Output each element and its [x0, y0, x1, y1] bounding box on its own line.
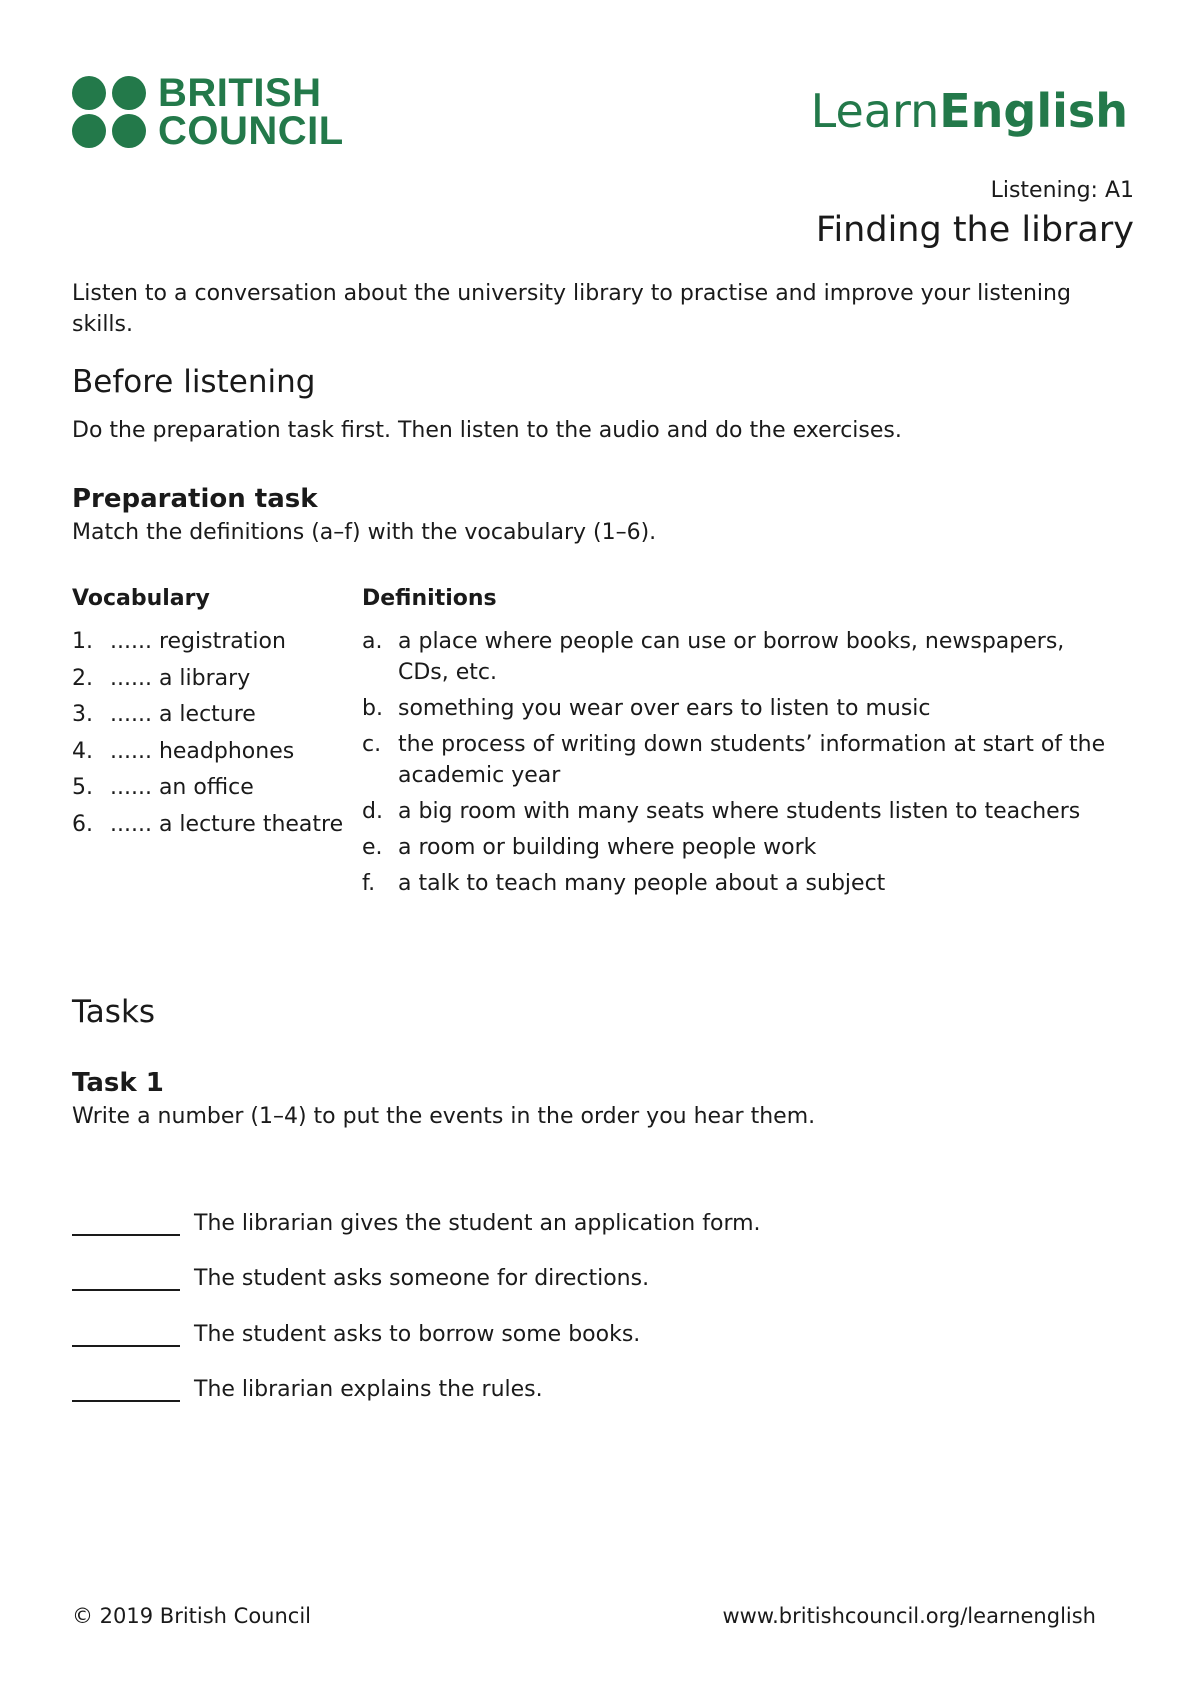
task-1-instruction: Write a number (1–4) to put the events in the order you hear them.	[72, 1104, 816, 1129]
task-1-events	[72, 1180, 972, 1402]
definitions-heading: Definitions	[362, 586, 497, 611]
event-row: The librarian gives the student an application form.	[72, 1180, 972, 1236]
vocab-item: 1. ...... registration	[72, 629, 286, 654]
learnenglish-logo	[811, 84, 1128, 138]
vocab-item: 4. ...... headphones	[72, 738, 295, 764]
vocabulary-list	[72, 626, 372, 845]
british-council-logo	[72, 71, 344, 153]
answer-blank[interactable]	[72, 1376, 180, 1402]
answer-blank[interactable]	[72, 1321, 180, 1347]
learnenglish-logo-bold: English	[939, 84, 1128, 138]
footer-copyright: © 2019 British Council	[72, 1604, 312, 1628]
definition-item: a. a place where people can use or borrow books, newspapers, CDs, etc.	[362, 629, 1065, 685]
definition-item: b. something you wear over ears to listen to music	[362, 696, 931, 721]
definition-item: c. the process of writing down students’ information at start of the academic year	[362, 732, 1106, 788]
page-title: Finding the library	[815, 210, 1134, 250]
before-listening-heading: Before listening	[72, 364, 316, 400]
learnenglish-logo-light: Learn	[810, 84, 940, 138]
british-council-dots-icon	[72, 76, 146, 148]
level-label: Listening: A1	[990, 178, 1134, 203]
vocab-item: 2. ...... a library	[72, 665, 251, 691]
intro-text: Listen to a conversation about the university library to practise and improve your listening skills.	[72, 281, 1071, 337]
definition-item: f. a talk to teach many people about a subject	[362, 871, 886, 896]
definition-item: d. a big room with many seats where students listen to teachers	[362, 799, 1081, 824]
footer-url[interactable]: www.britishcouncil.org/learnenglish	[722, 1604, 1096, 1628]
event-row: The student asks someone for directions.	[72, 1236, 972, 1292]
preparation-task-instruction: Match the definitions (a–f) with the vocabulary (1–6).	[72, 520, 657, 545]
vocab-item: 6. ...... a lecture theatre	[72, 811, 344, 837]
brand-line-1: BRITISH	[158, 71, 322, 115]
event-row: The student asks to borrow some books.	[72, 1291, 972, 1347]
tasks-heading: Tasks	[72, 994, 156, 1030]
answer-blank[interactable]	[72, 1210, 180, 1236]
before-listening-instruction: Do the preparation task first. Then listen to the audio and do the exercises.	[72, 418, 902, 443]
definitions-list	[362, 626, 1122, 904]
brand-line-2: COUNCIL	[158, 109, 344, 153]
event-row: The librarian explains the rules.	[72, 1347, 972, 1403]
vocab-item: 3. ...... a lecture	[72, 702, 256, 727]
definition-item: e. a room or building where people work	[362, 835, 817, 860]
task-1-heading: Task 1	[72, 1068, 164, 1098]
vocabulary-heading: Vocabulary	[72, 586, 210, 611]
answer-blank[interactable]	[72, 1265, 180, 1291]
vocab-item: 5. ...... an office	[72, 775, 254, 800]
british-council-wordmark	[158, 71, 344, 153]
preparation-task-heading: Preparation task	[72, 484, 318, 514]
